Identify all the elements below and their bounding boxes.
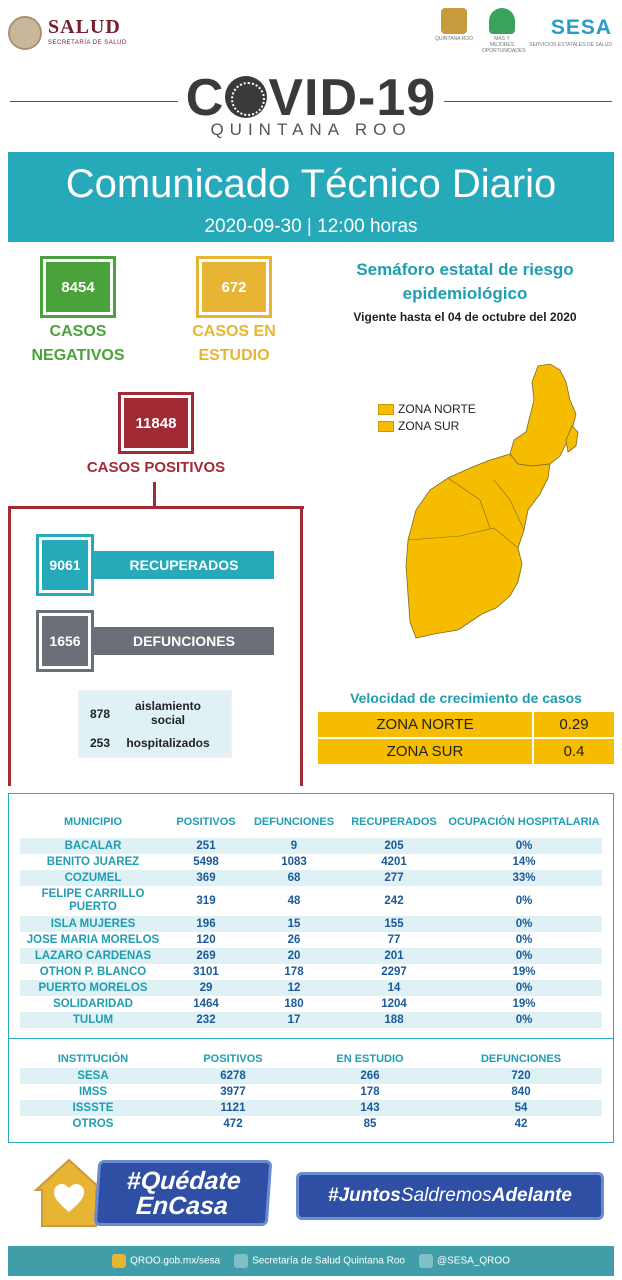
table-row <box>20 1100 602 1116</box>
municipios-table <box>20 806 602 1028</box>
hospitalizados-value: 253 <box>90 736 111 750</box>
sesa-subtitle: SERVICIOS ESTATALES DE SALUD <box>529 42 612 48</box>
quintana-roo-logo: QUINTANA ROO <box>434 8 474 48</box>
table-cell: 3977 <box>166 1084 300 1100</box>
table-cell: 14% <box>446 854 602 870</box>
velocidad-row: ZONA SUR 0.4 <box>318 739 614 764</box>
table-cell: 42 <box>440 1116 602 1132</box>
footer-bar <box>8 1246 614 1276</box>
table-cell: OTHON P. BLANCO <box>20 964 166 980</box>
table-row <box>20 996 602 1012</box>
title-rule-left <box>10 101 178 102</box>
table-cell: 1121 <box>166 1100 300 1116</box>
eagle-emblem-icon <box>8 16 42 50</box>
oportunidades-logo: MAS Y MEJORES OPORTUNIDADES <box>482 8 522 48</box>
map-zona-norte <box>510 364 576 466</box>
report-banner <box>8 152 614 242</box>
table-row <box>20 854 602 870</box>
table-cell: 0% <box>446 932 602 948</box>
table-cell: ISLA MUJERES <box>20 916 166 932</box>
negativos-box <box>40 256 116 318</box>
negativos-value: 8454 <box>46 262 110 312</box>
table-cell: 251 <box>166 838 246 854</box>
salud-wordmark: SALUD <box>48 16 121 38</box>
sesa-wordmark: SESA <box>550 16 612 39</box>
recuperados-value: 9061 <box>42 540 88 590</box>
branch-left <box>8 506 11 786</box>
facebook-icon <box>234 1254 248 1268</box>
estudio-label: CASOS EN ESTUDIO <box>192 323 276 364</box>
table-cell: IMSS <box>20 1084 166 1100</box>
table-cell: 266 <box>300 1068 440 1084</box>
table-cell: 0% <box>446 980 602 996</box>
legend-swatch-icon <box>378 421 394 432</box>
table-cell: 4201 <box>342 854 446 870</box>
footer-facebook[interactable]: Secretaría de Salud Quintana Roo <box>234 1254 405 1268</box>
instituciones-table <box>20 1050 602 1132</box>
web-icon <box>112 1254 126 1268</box>
report-date: 2020-09-30 | 12:00 horas <box>204 216 418 237</box>
table-row <box>20 1012 602 1028</box>
table-row <box>20 1084 602 1100</box>
map-legend <box>378 402 476 436</box>
patient-status-box <box>78 690 232 758</box>
table-cell: 0% <box>446 1012 602 1028</box>
table-cell: 5498 <box>166 854 246 870</box>
table-cell: 232 <box>166 1012 246 1028</box>
table-cell: 0% <box>446 886 602 916</box>
table-row <box>20 980 602 996</box>
defunciones-label: DEFUNCIONES <box>133 633 235 649</box>
estudio-value: 672 <box>202 262 266 312</box>
footer-web[interactable]: QROO.gob.mx/sesa <box>112 1254 220 1268</box>
table-cell: COZUMEL <box>20 870 166 886</box>
table-cell: LAZARO CARDENAS <box>20 948 166 964</box>
legend-item: ZONA SUR <box>378 419 476 433</box>
table-cell: 143 <box>300 1100 440 1116</box>
positivos-value: 11848 <box>124 398 188 448</box>
table-cell: 68 <box>246 870 342 886</box>
table-cell: 472 <box>166 1116 300 1132</box>
table-row <box>20 932 602 948</box>
table-cell: TULUM <box>20 1012 166 1028</box>
table-cell: 3101 <box>166 964 246 980</box>
table-row <box>20 1116 602 1132</box>
table-cell: 1083 <box>246 854 342 870</box>
table-cell: 0% <box>446 838 602 854</box>
table-cell: JOSE MARIA MORELOS <box>20 932 166 948</box>
semaforo-vigencia: Vigente hasta el 04 de octubre del 2020 <box>353 310 577 324</box>
footer-twitter[interactable]: @SESA_QROO <box>419 1254 510 1268</box>
table-cell: 85 <box>300 1116 440 1132</box>
table-cell: 242 <box>342 886 446 916</box>
table-cell: ISSSTE <box>20 1100 166 1116</box>
branch-top <box>8 506 304 509</box>
table-cell: 48 <box>246 886 342 916</box>
table-cell: 1204 <box>342 996 446 1012</box>
velocidad-title: Velocidad de crecimiento de casos <box>350 690 582 706</box>
table-row <box>20 948 602 964</box>
table-cell: PUERTO MORELOS <box>20 980 166 996</box>
branch-stem <box>153 482 156 508</box>
table-cell: 840 <box>440 1084 602 1100</box>
legend-swatch-icon <box>378 404 394 415</box>
table-cell: 19% <box>446 964 602 980</box>
branch-right <box>300 506 303 786</box>
defunciones-box <box>36 610 94 672</box>
table-row <box>20 964 602 980</box>
table-cell: 178 <box>300 1084 440 1100</box>
negativos-label: CASOS NEGATIVOS <box>31 323 125 364</box>
table-cell: 205 <box>342 838 446 854</box>
recuperados-label: RECUPERADOS <box>129 557 239 573</box>
defunciones-value: 1656 <box>42 616 88 666</box>
positivos-box <box>118 392 194 454</box>
table-cell: 201 <box>342 948 446 964</box>
municipios-header-row: MUNICIPIO POSITIVOS DEFUNCIONES RECUPERADOS OCUPACIÓN HOSPITALARIA <box>63 815 600 828</box>
semaforo-title: Semáforo estatal de riesgo epidemiológico <box>356 260 574 303</box>
juntos-saldremos-badge: #Juntos Saldremos Adelante <box>296 1172 604 1220</box>
table-cell: 155 <box>342 916 446 932</box>
table-row <box>20 886 602 916</box>
table-cell: 0% <box>446 948 602 964</box>
velocidad-row: ZONA NORTE 0.29 <box>318 712 614 737</box>
table-cell: 33% <box>446 870 602 886</box>
table-cell: 180 <box>246 996 342 1012</box>
hospitalizados-label: hospitalizados <box>126 736 210 750</box>
recuperados-box <box>36 534 94 596</box>
legend-item: ZONA NORTE <box>378 402 476 416</box>
table-cell: 0% <box>446 916 602 932</box>
table-cell: 17 <box>246 1012 342 1028</box>
table-cell: 15 <box>246 916 342 932</box>
table-cell: OTROS <box>20 1116 166 1132</box>
table-cell: SOLIDARIDAD <box>20 996 166 1012</box>
table-cell: 277 <box>342 870 446 886</box>
covid-title: C VID-19 <box>185 69 437 127</box>
table-cell: 120 <box>166 932 246 948</box>
salud-subtitle: SECRETARÍA DE SALUD <box>48 40 127 46</box>
map-zona-sur <box>406 454 550 638</box>
table-cell: 720 <box>440 1068 602 1084</box>
title-rule-right <box>444 101 612 102</box>
twitter-icon <box>419 1254 433 1268</box>
table-cell: 77 <box>342 932 446 948</box>
table-cell: 269 <box>166 948 246 964</box>
report-title: Comunicado Técnico Diario <box>65 162 557 206</box>
defunciones-bar <box>94 627 274 655</box>
instituciones-header-row: INSTITUCIÓN POSITIVOS EN ESTUDIO DEFUNCIONES <box>57 1053 562 1065</box>
table-cell: 6278 <box>166 1068 300 1084</box>
quedate-en-casa-badge: #Quédate EnCasa <box>94 1160 273 1226</box>
table-cell: 14 <box>342 980 446 996</box>
table-cell: SESA <box>20 1068 166 1084</box>
velocidad-table <box>318 712 614 766</box>
table-cell: FELIPE CARRILLO PUERTO <box>20 886 166 916</box>
table-cell: 19% <box>446 996 602 1012</box>
table-cell: 188 <box>342 1012 446 1028</box>
tables-divider <box>8 1038 614 1039</box>
virus-icon <box>225 76 267 118</box>
aislamiento-label: aislamiento social <box>134 699 202 727</box>
region-name: QUINTANA ROO <box>210 120 412 139</box>
positivos-label: CASOS POSITIVOS <box>86 459 226 476</box>
table-cell: 2297 <box>342 964 446 980</box>
table-row <box>20 1068 602 1084</box>
table-cell: 20 <box>246 948 342 964</box>
table-cell: 29 <box>166 980 246 996</box>
table-cell: 1464 <box>166 996 246 1012</box>
table-cell: 319 <box>166 886 246 916</box>
table-cell: 196 <box>166 916 246 932</box>
government-logos <box>434 8 612 56</box>
table-row <box>20 916 602 932</box>
table-row <box>20 870 602 886</box>
table-cell: 178 <box>246 964 342 980</box>
table-cell: 369 <box>166 870 246 886</box>
recuperados-bar <box>94 551 274 579</box>
estudio-box <box>196 256 272 318</box>
salud-logo <box>8 14 138 54</box>
table-cell: 54 <box>440 1100 602 1116</box>
table-cell: BACALAR <box>20 838 166 854</box>
table-row <box>20 838 602 854</box>
table-cell: 12 <box>246 980 342 996</box>
table-cell: 9 <box>246 838 342 854</box>
table-cell: 26 <box>246 932 342 948</box>
table-cell: BENITO JUAREZ <box>20 854 166 870</box>
aislamiento-value: 878 <box>90 707 111 721</box>
